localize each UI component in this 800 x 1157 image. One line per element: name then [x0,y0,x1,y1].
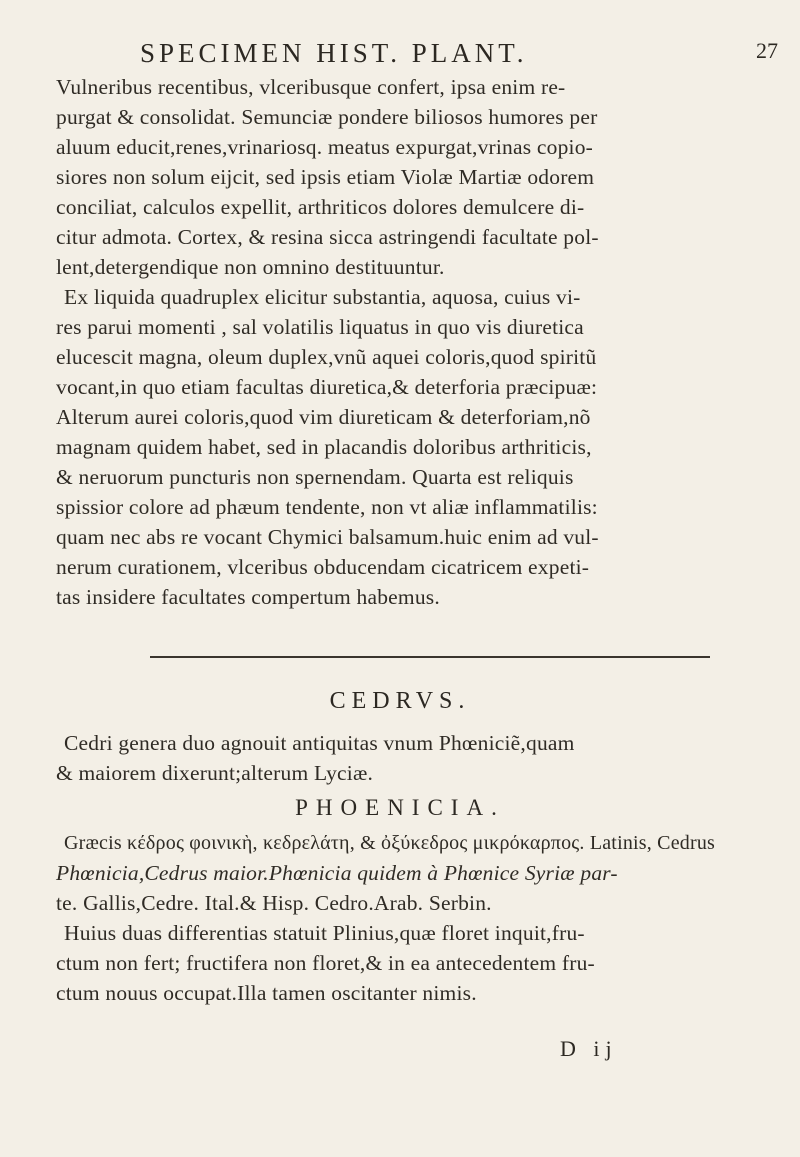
text-line: quam nec abs re vocant Chymici balsamum.huic enim ad vul- [56,525,599,549]
section-divider [150,656,710,658]
paragraph-4 [56,828,746,918]
paragraph-2 [56,282,746,612]
text-line: te. Gallis,Cedre. Ital.& Hisp. Cedro.Arab. Serbin. [56,891,492,915]
page-number: 27 [756,38,778,63]
text-line: vocant,in quo etiam facultas diuretica,& deterforia præcipuæ: [56,375,598,399]
text-line: nerum curationem, vlceribus obducendam cicatricem expeti- [56,555,590,579]
text-line: Alterum aurei coloris,quod vim diureticam & deterforiam,nõ [56,405,591,429]
text-line: Græcis κέδρος φοινικὴ, κεδρελάτη, & ὀξύκεδρος μικρόκαρπος. Latinis, Cedrus [64,832,716,854]
text-line: & maiorem dixerunt;alterum Lyciæ. [56,761,374,785]
sub-title: PHOENICIA. [295,795,505,820]
paragraph-5 [56,918,746,1008]
running-header [140,38,778,69]
text-line: siores non solum eijcit, sed ipsis etiam Violæ Martiæ odorem [56,165,595,189]
text-line: spissior colore ad phæum tendente, non vt aliæ inflammatilis: [56,495,598,519]
paragraph-1 [56,72,746,282]
text-line: citur admota. Cortex, & resina sicca astringendi facultate pol- [56,225,599,249]
section-title: CEDRVS. [329,688,471,714]
paragraph-3 [56,728,746,788]
text-line: tas insidere facultates compertum habemus. [56,585,440,609]
text-line: ctum non fert; fructifera non floret,& in ea antecedentem fru- [56,951,595,975]
text-line: magnam quidem habet, sed in placandis doloribus arthriticis, [56,435,592,459]
text-line: Phœnicia,Cedrus maior.Phœnicia quidem à Phœnice Syriæ par- [56,861,618,885]
text-line: Ex liquida quadruplex elicitur substantia, aquosa, cuius vi- [64,285,581,309]
text-line: elucescit magna, oleum duplex,vnũ aquei coloris,quod spiritũ [56,345,597,369]
text-line: aluum educit,renes,vrinariosq. meatus expurgat,vrinas copio- [56,135,594,159]
header-title: SPECIMEN HIST. PLANT. [140,38,528,68]
text-line: Huius duas differentias statuit Plinius,quæ floret inquit,fru- [64,921,585,945]
text-line: Vulneribus recentibus, vlceribusque confert, ipsa enim re- [56,75,566,99]
text-line: Cedri genera duo agnouit antiquitas vnum Phœniciẽ,quam [64,731,575,755]
catchword: D ij [560,1036,618,1061]
text-line: conciliat, calculos expellit, arthriticos dolores demulcere di- [56,195,585,219]
text-line: ctum nouus occupat.Illa tamen oscitanter nimis. [56,981,477,1005]
text-line: purgat & consolidat. Semunciæ pondere biliosos humores per [56,105,598,129]
text-line: & neruorum puncturis non spernendam. Quarta est reliquis [56,465,574,489]
text-line: res parui momenti , sal volatilis liquatus in quo vis diuretica [56,315,584,339]
text-line: lent,detergendique non omnino destituuntur. [56,255,445,279]
